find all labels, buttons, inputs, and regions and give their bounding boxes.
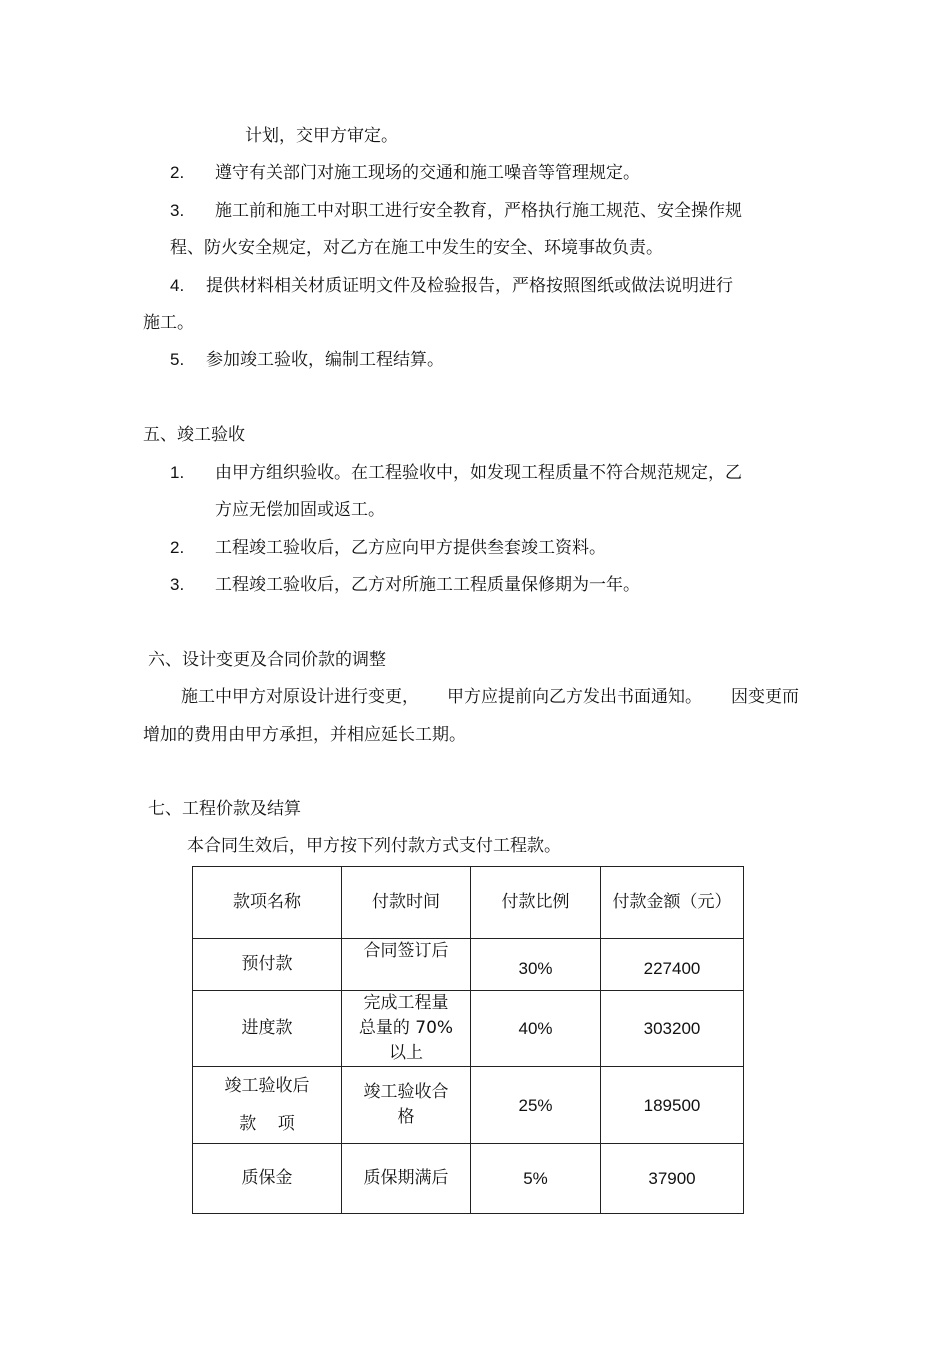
item-text: 工程竣工验收后，乙方对所施工工程质量保修期为一年。 <box>215 575 640 595</box>
cell-line: 以上 <box>389 1043 423 1063</box>
table-cell: 40% <box>471 991 601 1067</box>
cell-line: 格 <box>397 1107 415 1127</box>
item-number: 3. <box>170 575 185 594</box>
cell-line: 竣工验收合 <box>363 1082 449 1102</box>
table-cell: 质保金 <box>193 1144 342 1214</box>
item-text: 遵守有关部门对施工现场的交通和施工噪音等管理规定。 <box>215 163 640 183</box>
header-cell: 款项名称 <box>193 867 342 939</box>
paragraph-text: 增加的费用由甲方承担，并相应延长工期。 <box>143 725 466 745</box>
section-heading: 五、竣工验收 <box>143 425 245 445</box>
item-number: 5. <box>170 350 185 369</box>
paragraph-text: 甲方应提前向乙方发出书面通知。 <box>447 687 702 707</box>
item-text: 程、防火安全规定，对乙方在施工中发生的安全、环境事故负责。 <box>170 238 663 258</box>
paragraph-text: 施工中甲方对原设计进行变更， <box>181 687 419 707</box>
paragraph-text: 本合同生效后，甲方按下列付款方式支付工程款。 <box>187 836 561 856</box>
section-heading: 七、工程价款及结算 <box>148 799 301 819</box>
item-text: 施工前和施工中对职工进行安全教育，严格执行施工规范、安全操作规 <box>215 201 742 221</box>
table-cell: 303200 <box>601 991 744 1067</box>
item-number: 2. <box>170 163 185 182</box>
item-number: 2. <box>170 538 185 557</box>
item-text: 参加竣工验收，编制工程结算。 <box>206 350 444 370</box>
table-cell: 5% <box>471 1144 601 1214</box>
item-text: 提供材料相关材质证明文件及检验报告，严格按照图纸或做法说明进行 <box>206 276 733 296</box>
payment-table <box>192 866 744 1214</box>
item-text: 方应无偿加固或返工。 <box>215 500 385 520</box>
table-cell: 进度款 <box>193 991 342 1067</box>
item-text: 工程竣工验收后，乙方应向甲方提供叁套竣工资料。 <box>215 538 606 558</box>
table-cell: 227400 <box>601 939 744 991</box>
table-cell: 预付款 <box>193 939 342 991</box>
item-number: 4. <box>170 276 185 295</box>
table-row <box>193 939 744 991</box>
table-header-row <box>193 867 744 939</box>
header-cell: 付款时间 <box>342 867 471 939</box>
item1-tail-text: 计划，交甲方审定。 <box>245 126 398 146</box>
table-row <box>193 991 744 1067</box>
cell-line: 完成工程量 <box>363 993 449 1013</box>
table-cell <box>342 1067 471 1144</box>
paragraph-text: 因变更而 <box>731 687 799 707</box>
table-cell: 25% <box>471 1067 601 1144</box>
item-number: 3. <box>170 201 185 220</box>
table-cell: 189500 <box>601 1067 744 1144</box>
table-cell <box>342 991 471 1067</box>
table-row <box>193 1144 744 1214</box>
section-heading: 六、设计变更及合同价款的调整 <box>148 650 386 670</box>
header-cell: 付款比例 <box>471 867 601 939</box>
table-cell: 质保期满后 <box>342 1144 471 1214</box>
cell-line: 竣工验收后 <box>224 1076 310 1096</box>
table-row <box>193 1067 744 1144</box>
header-cell: 付款金额（元） <box>601 867 744 939</box>
cell-line: 款 项 <box>239 1114 295 1134</box>
table-cell: 30% <box>471 939 601 991</box>
table-cell: 37900 <box>601 1144 744 1214</box>
item-number: 1. <box>170 463 185 482</box>
item-text: 施工。 <box>143 313 194 333</box>
table-cell: 合同签订后 <box>342 939 471 991</box>
cell-line: 总量的 70% <box>358 1018 454 1038</box>
item-text: 由甲方组织验收。在工程验收中，如发现工程质量不符合规范规定，乙 <box>215 463 742 483</box>
table-cell <box>193 1067 342 1144</box>
